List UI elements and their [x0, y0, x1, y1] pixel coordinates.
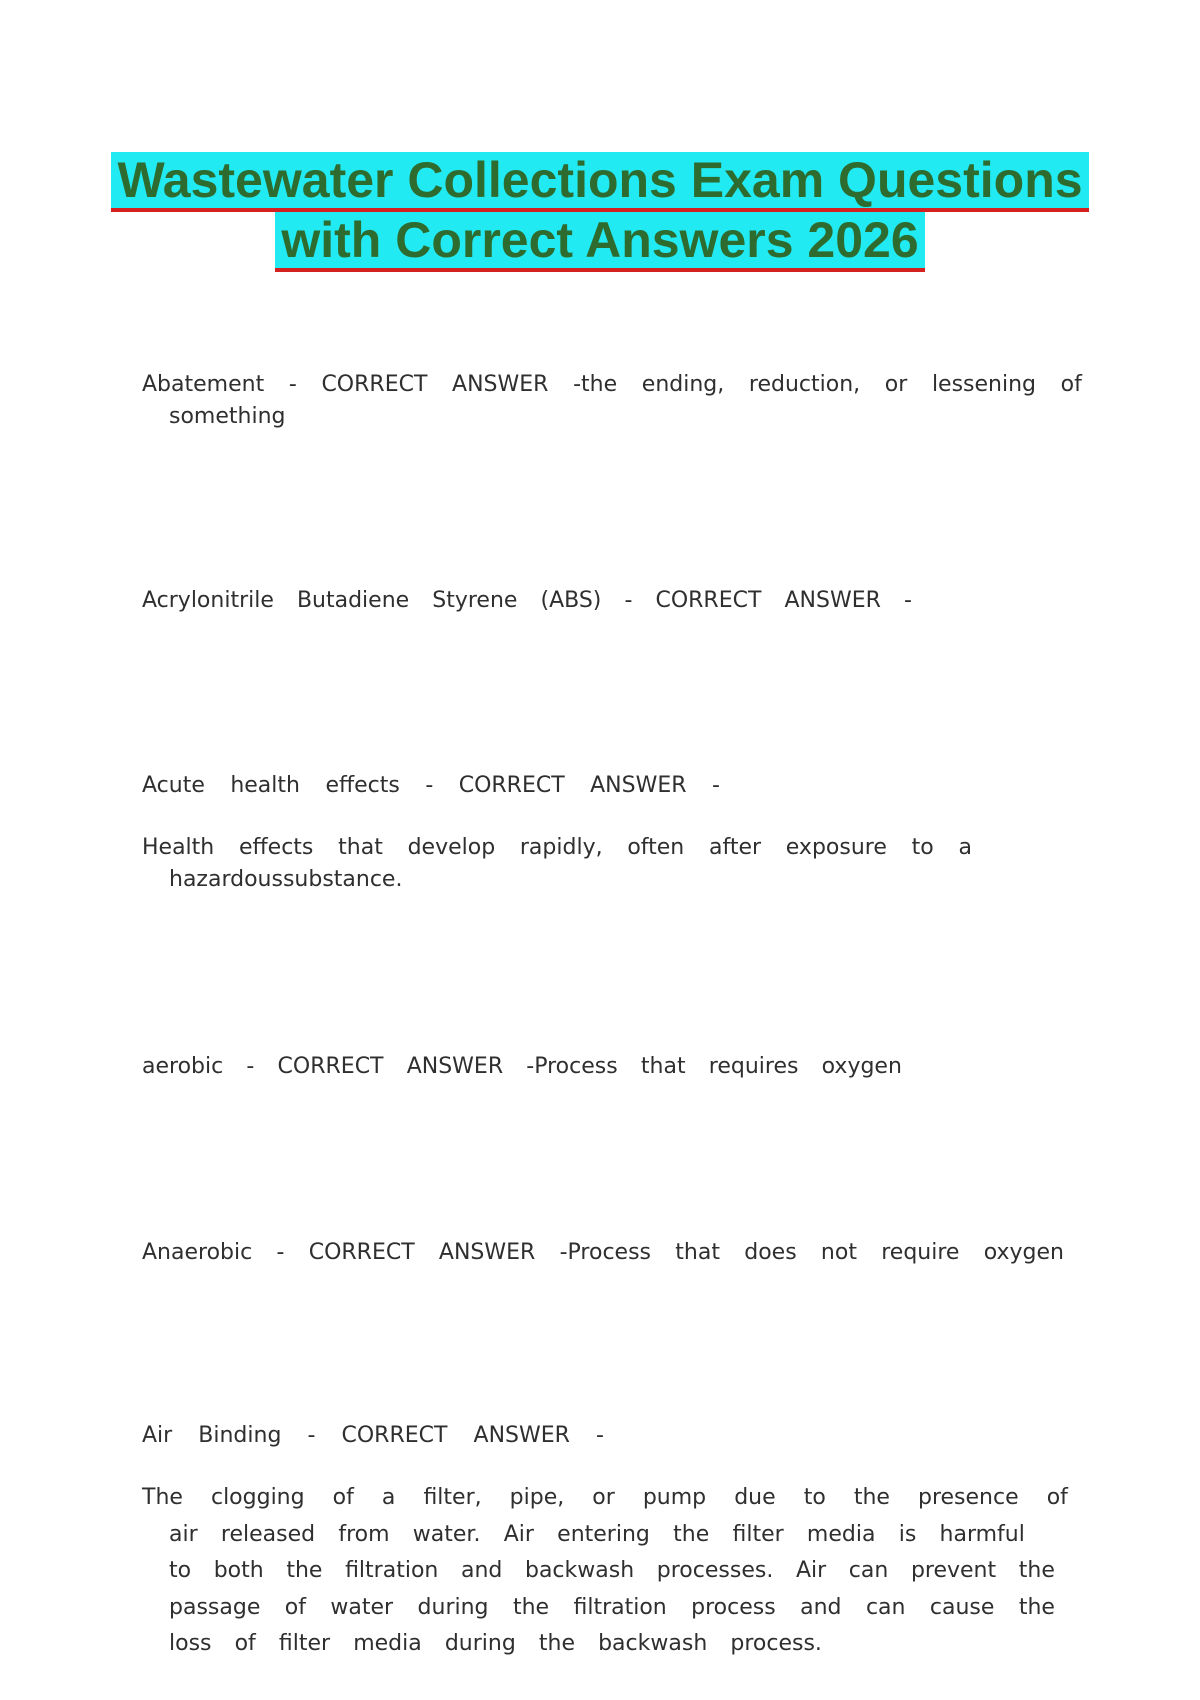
- word: ANSWER: [590, 773, 687, 798]
- word: the: [512, 1594, 550, 1620]
- word: Air: [503, 1521, 534, 1547]
- word: ending,: [641, 372, 725, 397]
- word: not: [820, 1240, 857, 1265]
- word: often: [627, 835, 685, 860]
- word: backwash: [598, 1631, 708, 1656]
- entry-line: [142, 1558, 1055, 1583]
- word: prevent: [910, 1558, 997, 1583]
- word: -: [624, 588, 633, 613]
- entry-line: [142, 1485, 1068, 1510]
- word: of: [1060, 372, 1082, 397]
- word: the: [673, 1521, 710, 1547]
- word: that: [675, 1240, 720, 1265]
- word: oxygen: [983, 1240, 1064, 1265]
- word: to: [803, 1485, 826, 1510]
- word: the: [853, 1485, 890, 1510]
- word: reduction,: [748, 372, 861, 397]
- word: loss: [169, 1631, 212, 1656]
- word: of: [332, 1485, 354, 1510]
- word: (ABS): [540, 588, 602, 613]
- word: the: [1018, 1558, 1055, 1583]
- word: filtration: [573, 1594, 667, 1620]
- word: ANSWER: [438, 1240, 536, 1265]
- word: ANSWER: [473, 1423, 570, 1448]
- word: rapidly,: [519, 835, 603, 860]
- word: a: [958, 835, 972, 860]
- word: -Process: [559, 1240, 652, 1265]
- word: both: [213, 1558, 264, 1583]
- word: -: [307, 1423, 316, 1448]
- word: and: [460, 1558, 503, 1583]
- word: the: [1018, 1594, 1055, 1620]
- word: -: [276, 1240, 285, 1265]
- word: develop: [407, 835, 496, 860]
- word: can: [865, 1594, 906, 1620]
- word: -: [425, 773, 434, 798]
- word: is: [898, 1521, 917, 1547]
- title-line-2: with Correct Answers 2026: [275, 212, 924, 272]
- word: pump: [642, 1485, 707, 1510]
- word: pipe,: [509, 1485, 565, 1510]
- title-line-1: Wastewater Collections Exam Questions: [111, 152, 1088, 212]
- word: -: [903, 588, 912, 613]
- word: passage: [169, 1594, 261, 1620]
- word: or: [592, 1485, 615, 1510]
- word: processes.: [656, 1558, 774, 1583]
- word: air: [169, 1521, 198, 1547]
- word: The: [142, 1485, 183, 1510]
- entry-line: [142, 1054, 902, 1079]
- word: ANSWER: [406, 1054, 504, 1079]
- entry-line: [142, 372, 1082, 397]
- word: a: [381, 1485, 396, 1510]
- word: Air: [795, 1558, 827, 1583]
- word: Acrylonitrile: [142, 588, 274, 613]
- word: -Process: [526, 1054, 618, 1079]
- word: CORRECT: [308, 1240, 415, 1265]
- word: water: [330, 1594, 394, 1620]
- word: to: [911, 835, 934, 860]
- entry-line: [142, 1240, 1064, 1265]
- word: filtration: [345, 1558, 439, 1583]
- entry-line: [142, 1631, 822, 1656]
- word: filter: [278, 1631, 331, 1656]
- word: released: [220, 1521, 316, 1547]
- entry-line: [142, 588, 912, 613]
- word: harmful: [939, 1521, 1025, 1547]
- word: the: [286, 1558, 323, 1583]
- word: cause: [929, 1594, 995, 1620]
- word: or: [884, 372, 908, 397]
- word: presence: [918, 1485, 1019, 1510]
- entry-line: [142, 773, 720, 798]
- word: aerobic: [142, 1054, 224, 1079]
- word: water.: [412, 1521, 481, 1547]
- word: clogging: [210, 1485, 305, 1510]
- entry-line: [142, 1423, 604, 1448]
- entry-line: [142, 1522, 1025, 1547]
- word: media: [806, 1521, 876, 1547]
- word: effects: [238, 835, 314, 860]
- word: oxygen: [821, 1054, 902, 1079]
- word: Acute: [142, 773, 205, 798]
- word: backwash: [524, 1558, 635, 1583]
- word: that: [338, 835, 383, 860]
- word: something: [169, 404, 286, 429]
- word: Abatement: [142, 372, 265, 397]
- entry-line: [142, 867, 402, 892]
- word: exposure: [785, 835, 887, 860]
- word: substance.: [282, 867, 403, 892]
- word: -the: [573, 372, 618, 397]
- word: can: [848, 1558, 889, 1583]
- word: ANSWER: [452, 372, 549, 397]
- word: and: [800, 1594, 842, 1620]
- word: ANSWER: [784, 588, 881, 613]
- page-title: [0, 152, 1200, 272]
- entry-line: [142, 1595, 1055, 1620]
- word: require: [881, 1240, 960, 1265]
- word: of: [284, 1594, 306, 1620]
- word: CORRECT: [458, 773, 565, 798]
- word: Styrene: [432, 588, 518, 613]
- word: requires: [708, 1054, 799, 1079]
- word: Butadiene: [296, 588, 410, 613]
- word: does: [744, 1240, 797, 1265]
- word: effects: [325, 773, 400, 798]
- word: -: [596, 1423, 604, 1448]
- entry-line: [142, 835, 972, 860]
- word: the: [538, 1631, 575, 1656]
- word: process: [691, 1594, 776, 1620]
- word: Anaerobic: [142, 1240, 253, 1265]
- word: due: [734, 1485, 776, 1510]
- word: of: [234, 1631, 256, 1656]
- word: that: [640, 1054, 686, 1079]
- word: CORRECT: [321, 372, 428, 397]
- word: -: [288, 372, 297, 397]
- word: during: [444, 1631, 516, 1656]
- word: of: [1046, 1485, 1068, 1510]
- word: to: [169, 1558, 192, 1583]
- word: -: [246, 1054, 255, 1079]
- word: entering: [557, 1521, 650, 1547]
- word: media: [353, 1631, 422, 1656]
- entry-line: [142, 404, 285, 429]
- word: CORRECT: [655, 588, 762, 613]
- word: from: [338, 1521, 390, 1547]
- word: process.: [730, 1631, 822, 1656]
- word: health: [230, 773, 300, 798]
- word: after: [709, 835, 762, 860]
- word: filter,: [423, 1485, 482, 1510]
- word: filter: [732, 1521, 784, 1547]
- word: lessening: [931, 372, 1037, 397]
- word: -: [712, 773, 720, 798]
- word: CORRECT: [277, 1054, 384, 1079]
- word: hazardous: [169, 867, 283, 892]
- word: Air: [142, 1423, 173, 1448]
- word: during: [417, 1594, 489, 1620]
- word: Binding: [198, 1423, 282, 1448]
- word: CORRECT: [341, 1423, 448, 1448]
- word: Health: [142, 835, 215, 860]
